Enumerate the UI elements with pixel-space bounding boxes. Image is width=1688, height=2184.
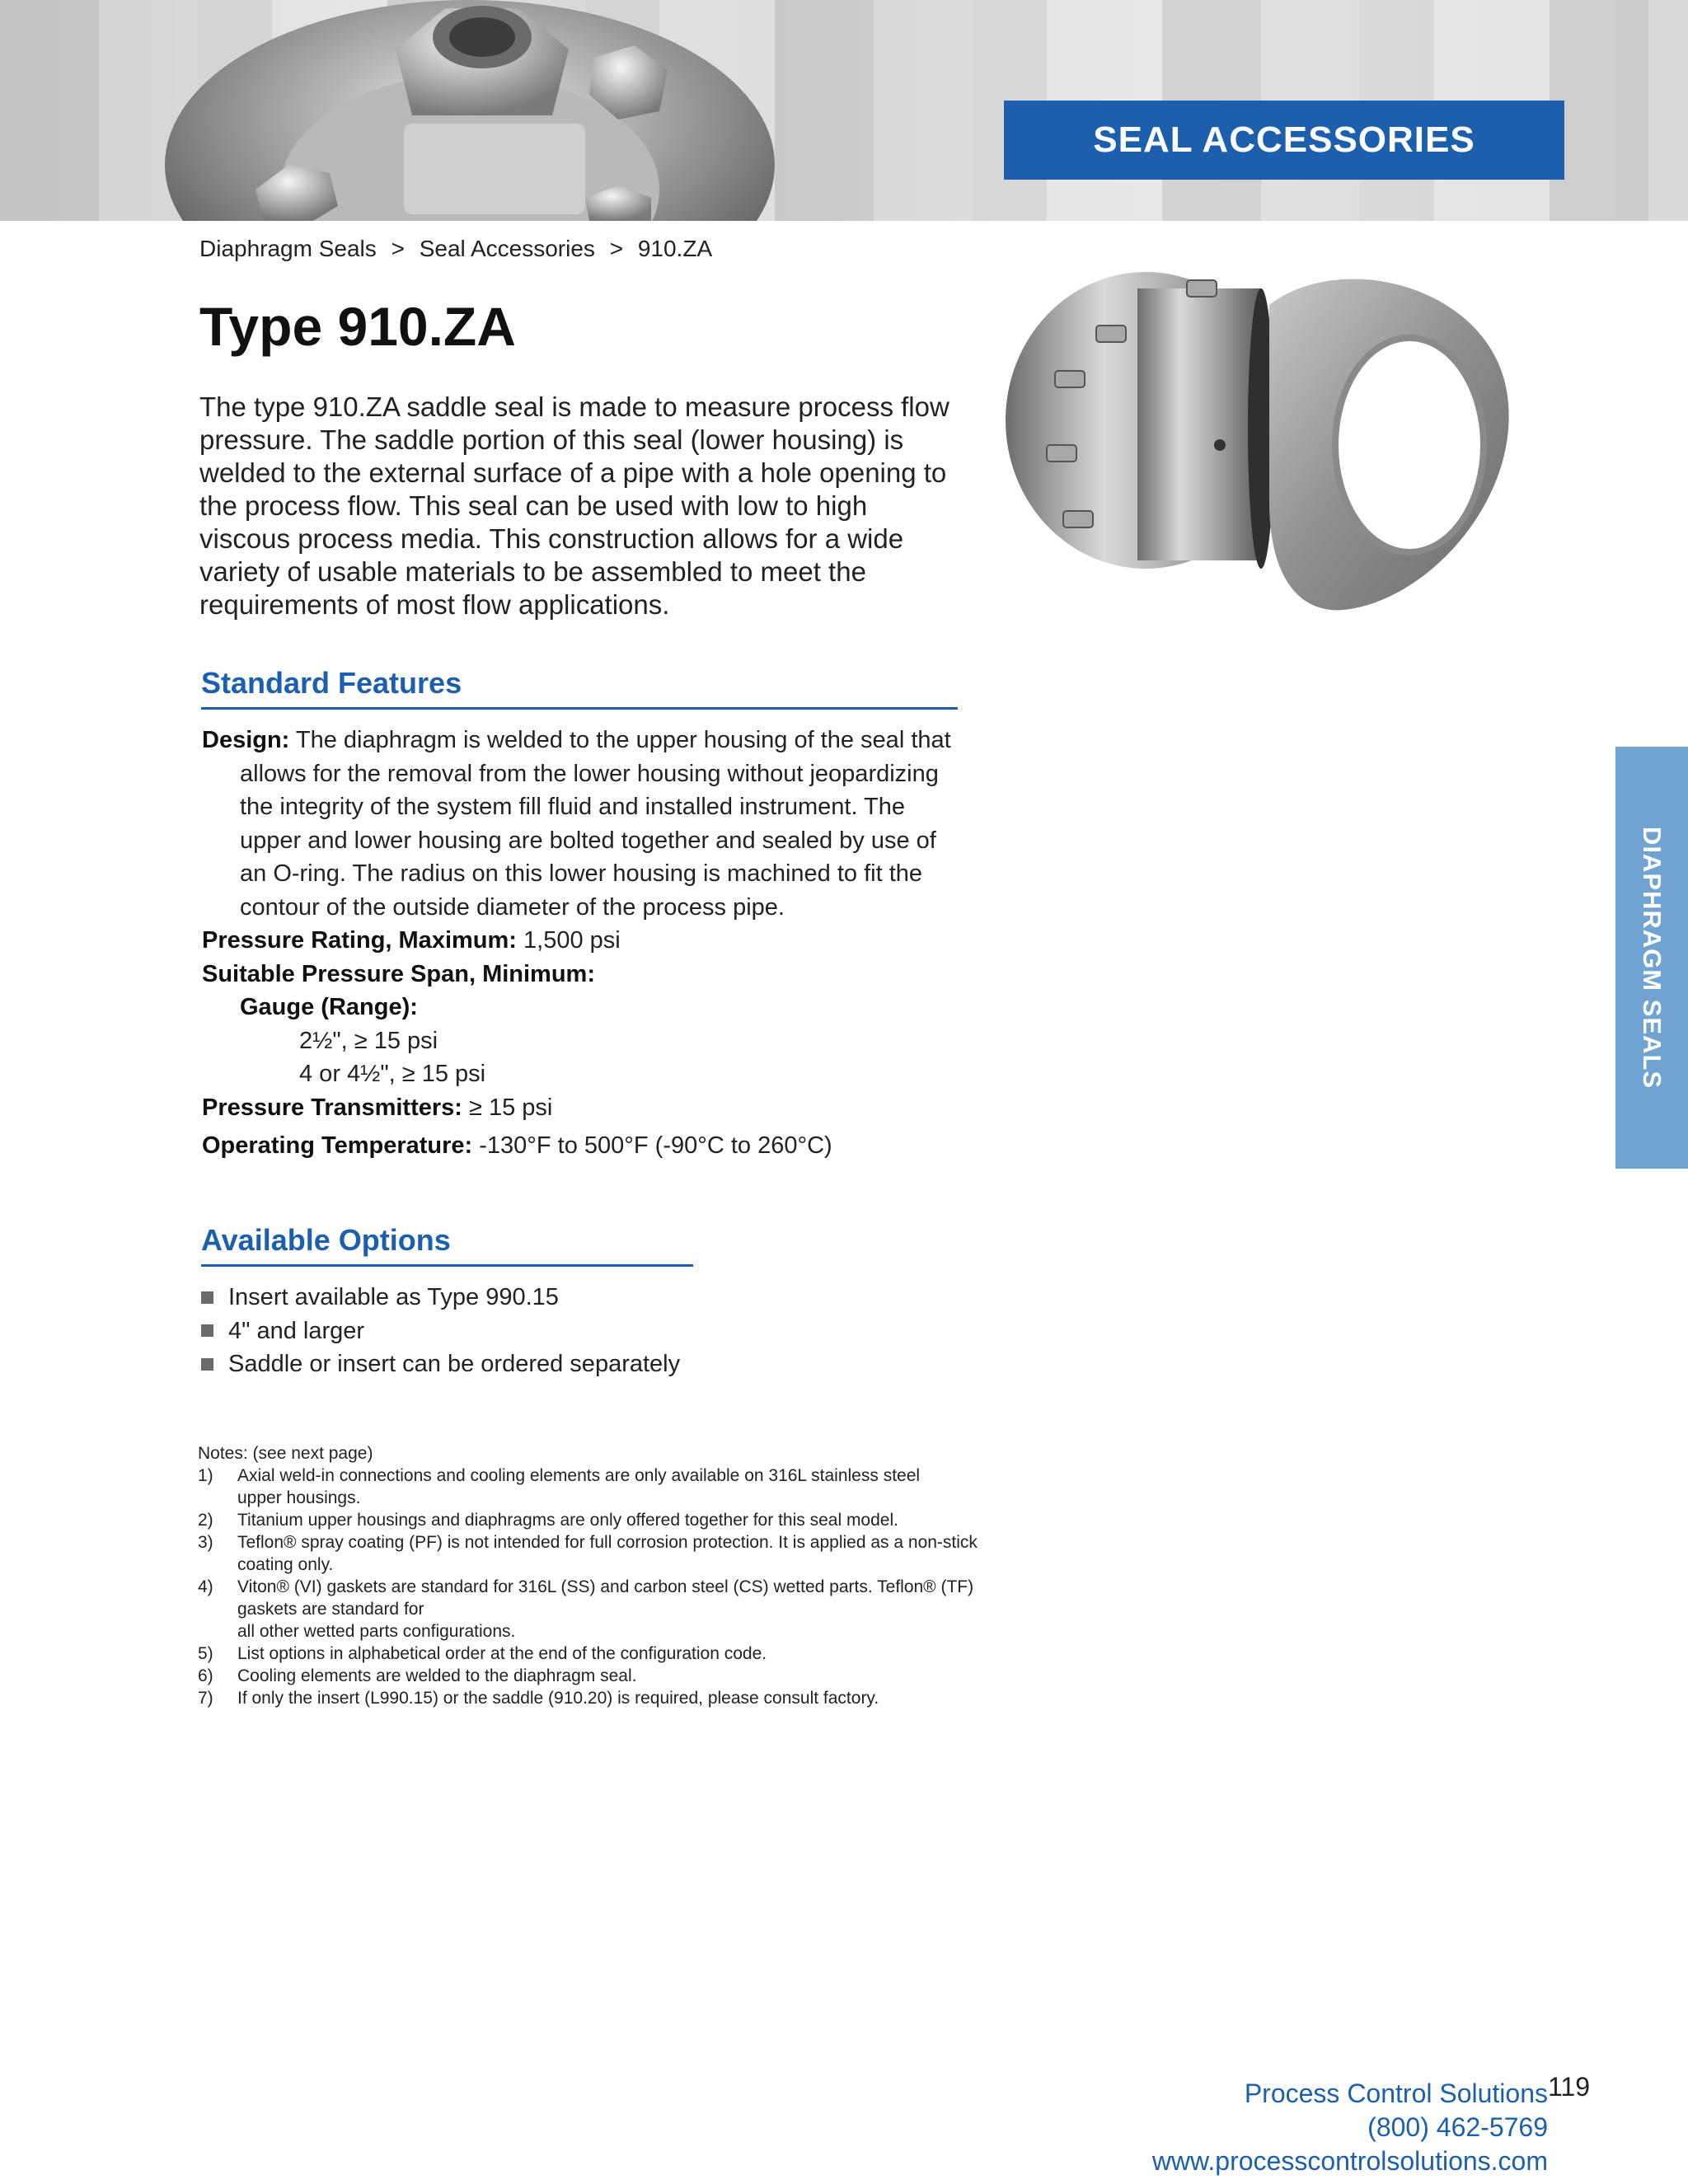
banner-title: SEAL ACCESSORIES: [1004, 101, 1564, 180]
square-bullet-icon: [201, 1291, 213, 1304]
footer-company: Process Control Solutions: [1244, 2079, 1548, 2108]
footer-phone[interactable]: (800) 462-5769: [1367, 2112, 1548, 2142]
breadcrumb-separator: >: [391, 236, 405, 261]
breadcrumb-separator: >: [609, 236, 624, 261]
gauge-range-label: Gauge (Range):: [240, 994, 418, 1020]
gauge-value: 2½", ≥ 15 psi: [299, 1027, 438, 1054]
design-text-line: upper and lower housing are bolted together and sealed by use of: [240, 827, 936, 854]
side-tab-label: DIAPHRAGM SEALS: [1638, 826, 1667, 1090]
pressure-rating-value: 1,500 psi: [523, 927, 621, 954]
notes-section: [198, 1442, 1071, 1709]
list-item: Saddle or insert can be ordered separately: [201, 1347, 680, 1381]
gauge-value: 4 or 4½", ≥ 15 psi: [299, 1061, 486, 1087]
note-item: 2) Titanium upper housings and diaphragms are only offered together for this seal model.: [198, 1511, 898, 1530]
pressure-span-label: Suitable Pressure Span, Minimum:: [202, 960, 595, 987]
breadcrumb-item-seal-accessories[interactable]: Seal Accessories: [419, 236, 595, 261]
side-tab-diaphragm-seals[interactable]: [1615, 747, 1688, 1169]
design-text-line: allows for the removal from the lower housing without jeopardizing: [240, 760, 939, 787]
flange-seal-photo: [157, 0, 783, 221]
footer-website-link[interactable]: www.processcontrolsolutions.com: [1151, 2146, 1548, 2176]
pressure-span: [202, 958, 977, 991]
pressure-rating: [202, 924, 977, 958]
design-line: [202, 724, 977, 757]
note-item: 5) List options in alphabetical order at the end of the configuration code.: [198, 1644, 767, 1663]
gauge-range: [202, 991, 977, 1024]
design-text: The diaphragm is welded to the upper housing of the seal that: [295, 727, 951, 753]
breadcrumb-item-910za: 910.ZA: [637, 236, 713, 261]
note-item: 3) Teflon® spray coating (PF) is not intended for full corrosion protection. It is applied as a non-stick coating only.: [198, 1533, 978, 1574]
intro-paragraph: The type 910.ZA saddle seal is made to measure process flow pressure. The saddle portion of this seal (lower housing) is welded to the external surface of a pipe with a hole opening to the process flow. This seal can be used with low to high viscous process media. This construction allows for a wide variety of usable materials to be assembled to meet the requirements of most flow applications.: [199, 391, 950, 620]
square-bullet-icon: [201, 1324, 213, 1337]
design-text-line: an O-ring. The radius on this lower housing is machined to fit the: [240, 860, 923, 887]
note-item: 1) Axial weld-in connections and cooling elements are only available on 316L stainless steel upper housings.: [198, 1466, 921, 1507]
pressure-transmitters-label: Pressure Transmitters:: [202, 1094, 462, 1121]
note-item: 7) If only the insert (L990.15) or the saddle (910.20) is required, please consult factory.: [198, 1689, 879, 1708]
note-item: 4) Viton® (VI) gaskets are standard for 316L (SS) and carbon steel (CS) wetted parts. Teflon® (TF) gaskets are standard for all other wetted parts configurations.: [198, 1577, 974, 1641]
breadcrumb: [199, 236, 720, 262]
design-text-line: the integrity of the system fill fluid and installed instrument. The: [240, 794, 906, 820]
available-options-list: [201, 1281, 680, 1381]
footer-contact: [1152, 2077, 1548, 2178]
page-title: Type 910.ZA: [199, 296, 516, 357]
available-options-heading: Available Options: [201, 1223, 693, 1267]
pressure-transmitters-value: ≥ 15 psi: [469, 1094, 553, 1121]
operating-temperature-label: Operating Temperature:: [202, 1132, 473, 1159]
pressure-transmitters: [202, 1091, 977, 1125]
square-bullet-icon: [201, 1358, 213, 1371]
note-item: 6) Cooling elements are welded to the diaphragm seal.: [198, 1666, 637, 1685]
design-label: Design:: [202, 727, 290, 753]
notes-heading: Notes: (see next page): [198, 1444, 373, 1463]
operating-temperature-value: -130°F to 500°F (-90°C to 260°C): [479, 1132, 832, 1159]
breadcrumb-item-diaphragm-seals[interactable]: Diaphragm Seals: [199, 236, 377, 261]
standard-features-list: [202, 724, 977, 1163]
standard-features-heading: Standard Features: [201, 666, 958, 710]
header-banner: [0, 0, 1688, 221]
operating-temperature: [202, 1129, 977, 1163]
pressure-rating-label: Pressure Rating, Maximum:: [202, 927, 517, 954]
product-photo: [997, 255, 1525, 668]
design-text-line: contour of the outside diameter of the process pipe.: [240, 893, 785, 921]
list-item: 4" and larger: [201, 1315, 680, 1348]
page-number: 119: [1548, 2072, 1591, 2102]
list-item: Insert available as Type 990.15: [201, 1281, 680, 1315]
